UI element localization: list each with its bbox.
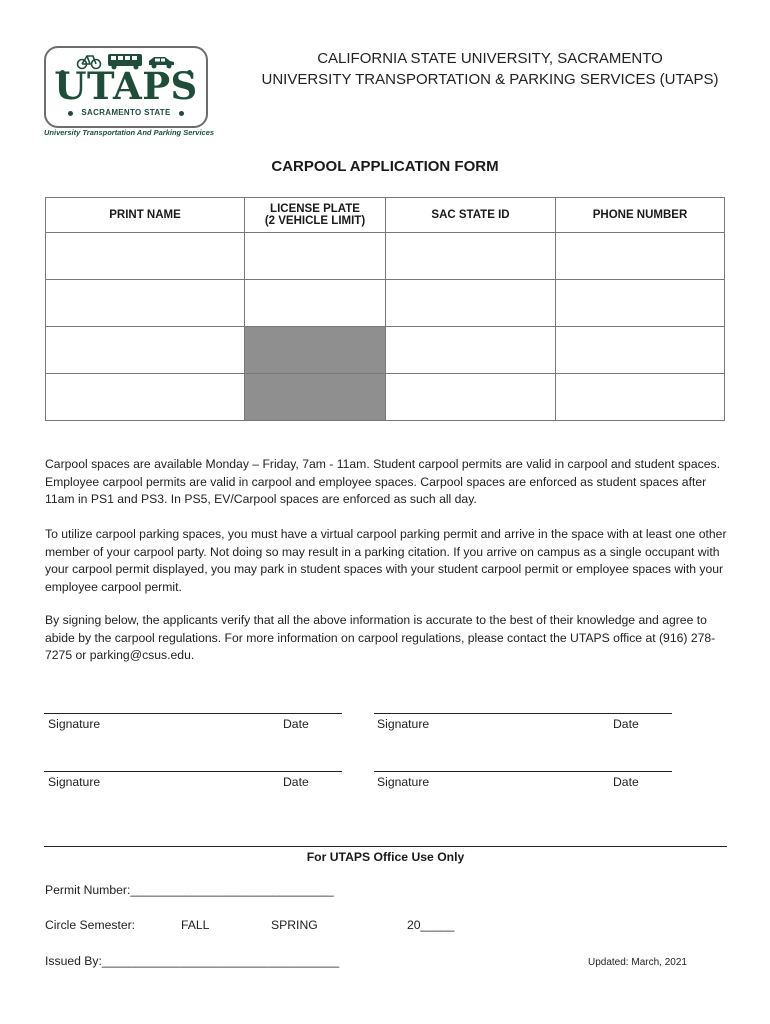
semester-spring[interactable]: SPRING [271, 918, 318, 932]
utaps-logo [44, 46, 208, 128]
id-cell[interactable] [386, 327, 556, 374]
semester-fall[interactable]: FALL [181, 918, 210, 932]
form-title: CARPOOL APPLICATION FORM [271, 158, 499, 175]
paragraph-agreement: By signing below, the applicants verify that all the above information is accurate to the best of their knowledge and agree to abide by the carpool regulations. For more information on carpool regulations, please contact the UTAPS office at (916) 278-7275 or parking@csus.edu. [45, 613, 716, 662]
name-cell[interactable] [46, 374, 245, 421]
logo-dot [179, 111, 184, 116]
permit-number-field[interactable]: Permit Number:______________________________ [45, 883, 334, 897]
updated-date: Updated: March, 2021 [588, 957, 687, 968]
name-cell[interactable] [46, 233, 245, 280]
signature-line[interactable] [374, 771, 672, 772]
signature-label: Signature [48, 775, 101, 789]
header-university: CALIFORNIA STATE UNIVERSITY, SACRAMENTO [317, 50, 663, 67]
semester-year-field[interactable]: 20_____ [407, 918, 455, 932]
header-department: UNIVERSITY TRANSPORTATION & PARKING SERVICES (UTAPS) [261, 71, 719, 88]
signature-label: Signature [48, 717, 101, 731]
name-cell[interactable] [46, 327, 245, 374]
issued-by-field[interactable]: Issued By:___________________________________ [45, 954, 340, 968]
col-sac-state-id: SAC STATE ID [386, 198, 556, 233]
name-cell[interactable] [46, 280, 245, 327]
paragraph-availability: Carpool spaces are available Monday – Friday, 7am - 11am. Student carpool permits are valid in carpool and student spaces. Employee carpool permits are valid in carpool and employee spaces. Carpool spaces are enforced as student spaces after 11am in PS1 and PS3. In PS5, EV/Carpool spaces are enforced as such all day. [45, 457, 720, 506]
plate-cell-shaded [245, 327, 386, 374]
date-label: Date [283, 717, 309, 731]
table-row [46, 280, 725, 327]
signature-line[interactable] [374, 713, 672, 714]
table-row [46, 327, 725, 374]
date-label: Date [613, 775, 639, 789]
col-license-plate: LICENSE PLATE (2 VEHICLE LIMIT) [245, 198, 386, 233]
circle-semester-label: Circle Semester: [45, 918, 136, 932]
date-label: Date [283, 775, 309, 789]
logo-wordmark: UTAPS [54, 64, 198, 108]
phone-cell[interactable] [556, 280, 725, 327]
signature-label: Signature [377, 717, 430, 731]
table-row [46, 233, 725, 280]
table-header-row [46, 198, 725, 233]
table-row [46, 374, 725, 421]
col-print-name: PRINT NAME [46, 198, 245, 233]
col-phone-number: PHONE NUMBER [556, 198, 725, 233]
phone-cell[interactable] [556, 233, 725, 280]
signature-line[interactable] [44, 771, 342, 772]
office-use-title: For UTAPS Office Use Only [306, 850, 465, 864]
paragraph-requirements: To utilize carpool parking spaces, you must have a virtual carpool parking permit and arrive in the space with at least one other member of your carpool party. Not doing so may result in a parking citation. If you arrive on campus as a single occupant with your carpool permit displayed, you may park in student spaces with your student carpool permit or employee spaces with your employee carpool permit. [45, 527, 727, 594]
id-cell[interactable] [386, 233, 556, 280]
plate-cell-shaded [245, 374, 386, 421]
office-divider [44, 846, 727, 847]
signature-label: Signature [377, 775, 430, 789]
date-label: Date [613, 717, 639, 731]
id-cell[interactable] [386, 280, 556, 327]
logo-tagline: University Transportation And Parking Services [44, 128, 215, 137]
plate-cell[interactable] [245, 233, 386, 280]
plate-cell[interactable] [245, 280, 386, 327]
phone-cell[interactable] [556, 374, 725, 421]
applicant-table [45, 197, 725, 421]
logo-subtitle: SACRAMENTO STATE [81, 108, 171, 117]
signature-line[interactable] [44, 713, 342, 714]
phone-cell[interactable] [556, 327, 725, 374]
id-cell[interactable] [386, 374, 556, 421]
